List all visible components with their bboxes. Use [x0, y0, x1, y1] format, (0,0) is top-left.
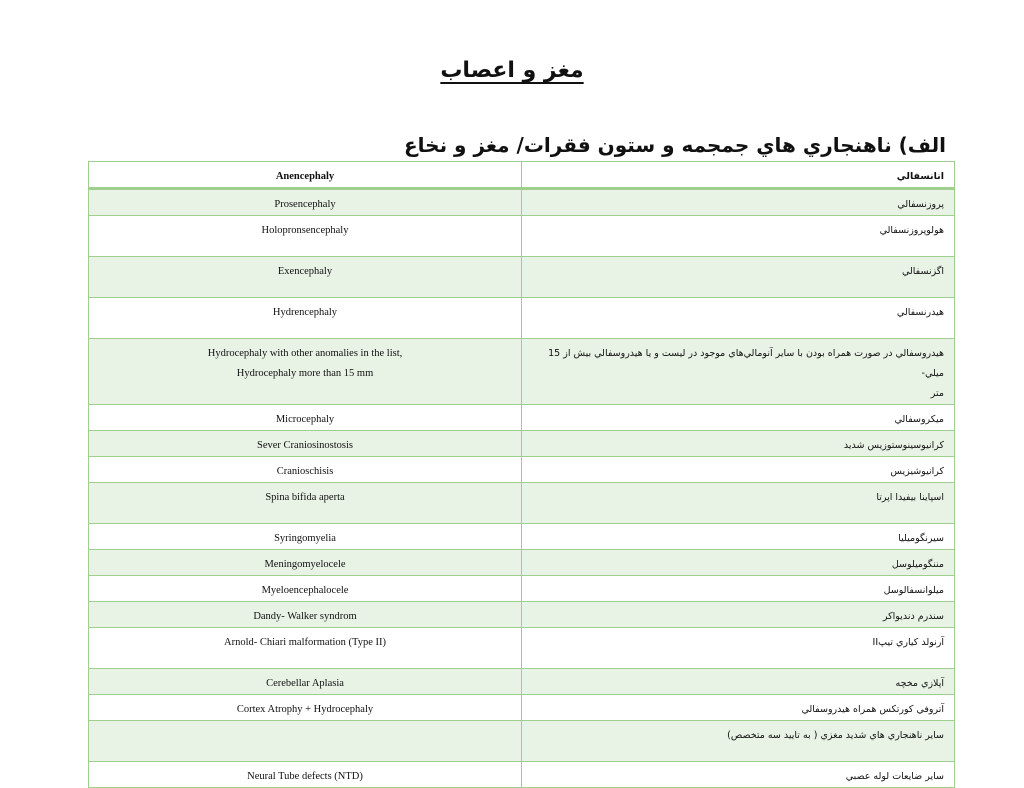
- persian-line: هيدروسفالي در صورت همراه بودن با ساير آنومالي‌هاي موجود در ليست و يا هيدروسفالي بيش از 15 ميلي-: [548, 348, 944, 379]
- persian-line: متر: [930, 388, 944, 399]
- english-cell: Microcephaly: [89, 405, 522, 431]
- table-row: [89, 457, 955, 483]
- table-row: [89, 483, 955, 524]
- english-cell: Cortex Atrophy + Hydrocephaly: [89, 695, 522, 721]
- persian-cell: ساير ضايعات لوله عصبي: [522, 762, 955, 788]
- english-cell: Anencephaly: [89, 162, 522, 189]
- english-line: Hydrocephaly more than 15 mm: [236, 368, 374, 379]
- english-line: Hydrocephaly with other anomalies in the list,: [207, 348, 403, 359]
- table-row: [89, 695, 955, 721]
- persian-cell: اسپاينا بيفيدا اپرتا: [522, 483, 955, 524]
- persian-cell: سيرنگوميليا: [522, 524, 955, 550]
- english-cell: Hydrencephaly: [89, 298, 522, 339]
- english-cell: [89, 339, 522, 405]
- english-cell: [89, 721, 522, 762]
- english-cell: Cranioschisis: [89, 457, 522, 483]
- page-title: [0, 58, 1024, 83]
- table-row: [89, 298, 955, 339]
- table-row: [89, 669, 955, 695]
- table-row: [89, 339, 955, 405]
- persian-cell: كرانيوشيزيس: [522, 457, 955, 483]
- table-row: [89, 602, 955, 628]
- table-row: [89, 189, 955, 216]
- persian-cell: ميلوانسفالوسل: [522, 576, 955, 602]
- persian-cell: هولوپروزنسفالي: [522, 216, 955, 257]
- persian-cell: انانسفالي: [522, 162, 955, 189]
- english-cell: Neural Tube defects (NTD): [89, 762, 522, 788]
- table-row: [89, 721, 955, 762]
- persian-cell: پروزنسفالي: [522, 189, 955, 216]
- persian-cell: آرنولد كياري تيپII: [522, 628, 955, 669]
- english-cell: Syringomyelia: [89, 524, 522, 550]
- table-row: [89, 524, 955, 550]
- persian-cell: ميكروسفالي: [522, 405, 955, 431]
- table-row: [89, 550, 955, 576]
- english-cell: Prosencephaly: [89, 189, 522, 216]
- persian-cell: سندرم دنديواكر: [522, 602, 955, 628]
- english-cell: Myeloencephalocele: [89, 576, 522, 602]
- persian-cell: ساير ناهنجاري هاي شديد مغزي ( به تاييد سه متخصص): [522, 721, 955, 762]
- anomalies-table: [88, 161, 955, 788]
- english-cell: Cerebellar Aplasia: [89, 669, 522, 695]
- english-cell: Meningomyelocele: [89, 550, 522, 576]
- persian-cell: كرانيوسينوستوزيس شديد: [522, 431, 955, 457]
- table-row: [89, 162, 955, 189]
- persian-cell: مننگوميلوسل: [522, 550, 955, 576]
- english-cell: Arnold- Chiari malformation (Type II): [89, 628, 522, 669]
- table-row: [89, 762, 955, 788]
- persian-cell: [522, 339, 955, 405]
- anomalies-table-container: [88, 161, 955, 788]
- table-row: [89, 405, 955, 431]
- table-row: [89, 216, 955, 257]
- table-row: [89, 257, 955, 298]
- english-cell: Dandy- Walker syndrom: [89, 602, 522, 628]
- section-title: الف) ناهنجاري هاي جمجمه و ستون فقرات/ مغز و نخاع: [404, 133, 946, 157]
- english-cell: Sever Craniosinostosis: [89, 431, 522, 457]
- persian-cell: آتروفي كورتكس همراه هيدروسفالي: [522, 695, 955, 721]
- english-cell: Exencephaly: [89, 257, 522, 298]
- persian-cell: اگزنسفالي: [522, 257, 955, 298]
- english-cell: Holopronsencephaly: [89, 216, 522, 257]
- page-title-text: مغز و اعصاب: [440, 58, 584, 83]
- table-row: [89, 431, 955, 457]
- persian-cell: هيدرنسفالي: [522, 298, 955, 339]
- table-row: [89, 628, 955, 669]
- english-cell: Spina bifida aperta: [89, 483, 522, 524]
- persian-cell: آپلازي مخچه: [522, 669, 955, 695]
- table-row: [89, 576, 955, 602]
